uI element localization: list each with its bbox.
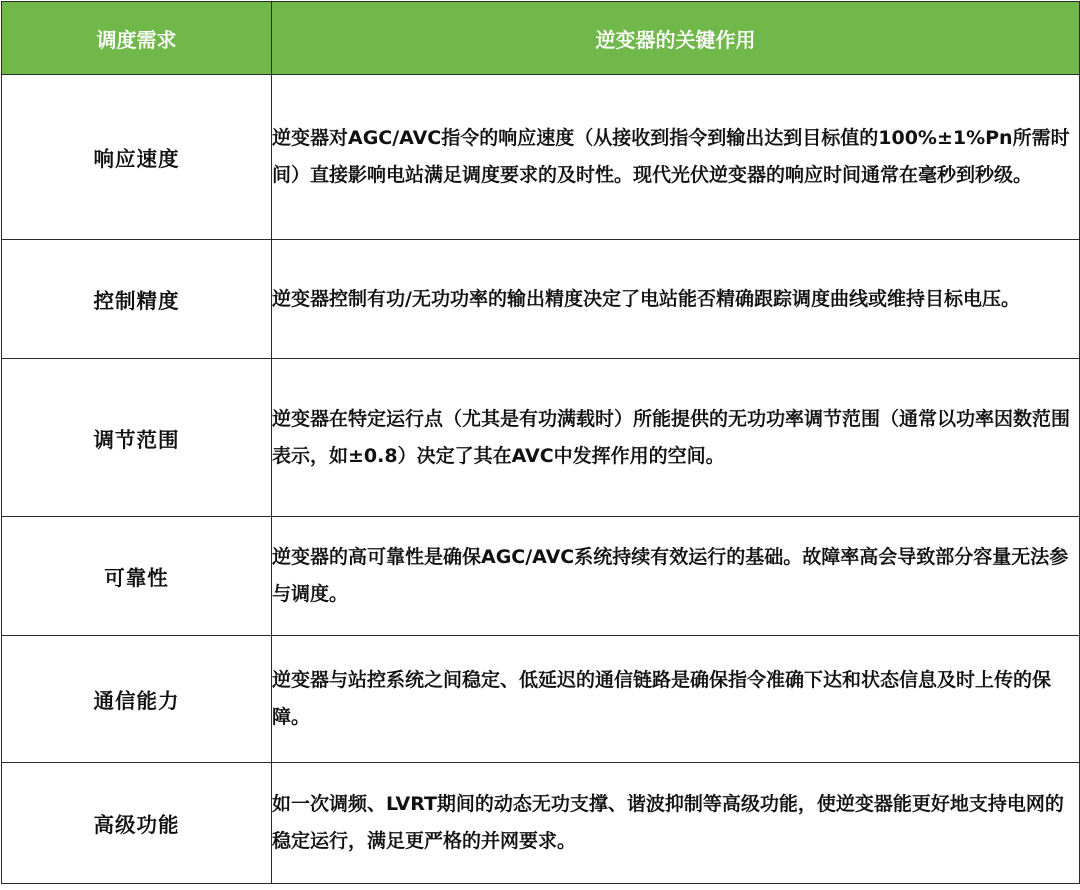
header-inverter-role: 逆变器的关键作用 [272, 2, 1080, 75]
table-row [2, 636, 1080, 763]
table-row [2, 359, 1080, 517]
header-dispatch-need: 调度需求 [2, 2, 272, 75]
table-row [2, 75, 1080, 240]
role-cell: 逆变器与站控系统之间稳定、低延迟的通信链路是确保指令准确下达和状态信息及时上传的保障。 [272, 636, 1080, 763]
table-row [2, 763, 1080, 884]
need-cell: 响应速度 [2, 75, 272, 240]
role-cell: 逆变器控制有功/无功功率的输出精度决定了电站能否精确跟踪调度曲线或维持目标电压。 [272, 240, 1080, 359]
table-row [2, 240, 1080, 359]
inverter-dispatch-table [1, 1, 1080, 884]
role-cell: 逆变器的高可靠性是确保AGC/AVC系统持续有效运行的基础。故障率高会导致部分容量无法参与调度。 [272, 517, 1080, 636]
role-cell: 如一次调频、LVRT期间的动态无功支撑、谐波抑制等高级功能，使逆变器能更好地支持电网的稳定运行，满足更严格的并网要求。 [272, 763, 1080, 884]
table-row [2, 517, 1080, 636]
need-cell: 可靠性 [2, 517, 272, 636]
need-cell: 调节范围 [2, 359, 272, 517]
need-cell: 控制精度 [2, 240, 272, 359]
role-cell: 逆变器对AGC/AVC指令的响应速度（从接收到指令到输出达到目标值的100%±1%Pn所需时间）直接影响电站满足调度要求的及时性。现代光伏逆变器的响应时间通常在毫秒到秒级。 [272, 75, 1080, 240]
role-cell: 逆变器在特定运行点（尤其是有功满载时）所能提供的无功功率调节范围（通常以功率因数范围表示，如±0.8）决定了其在AVC中发挥作用的空间。 [272, 359, 1080, 517]
table-header-row [2, 2, 1080, 75]
need-cell: 高级功能 [2, 763, 272, 884]
need-cell: 通信能力 [2, 636, 272, 763]
